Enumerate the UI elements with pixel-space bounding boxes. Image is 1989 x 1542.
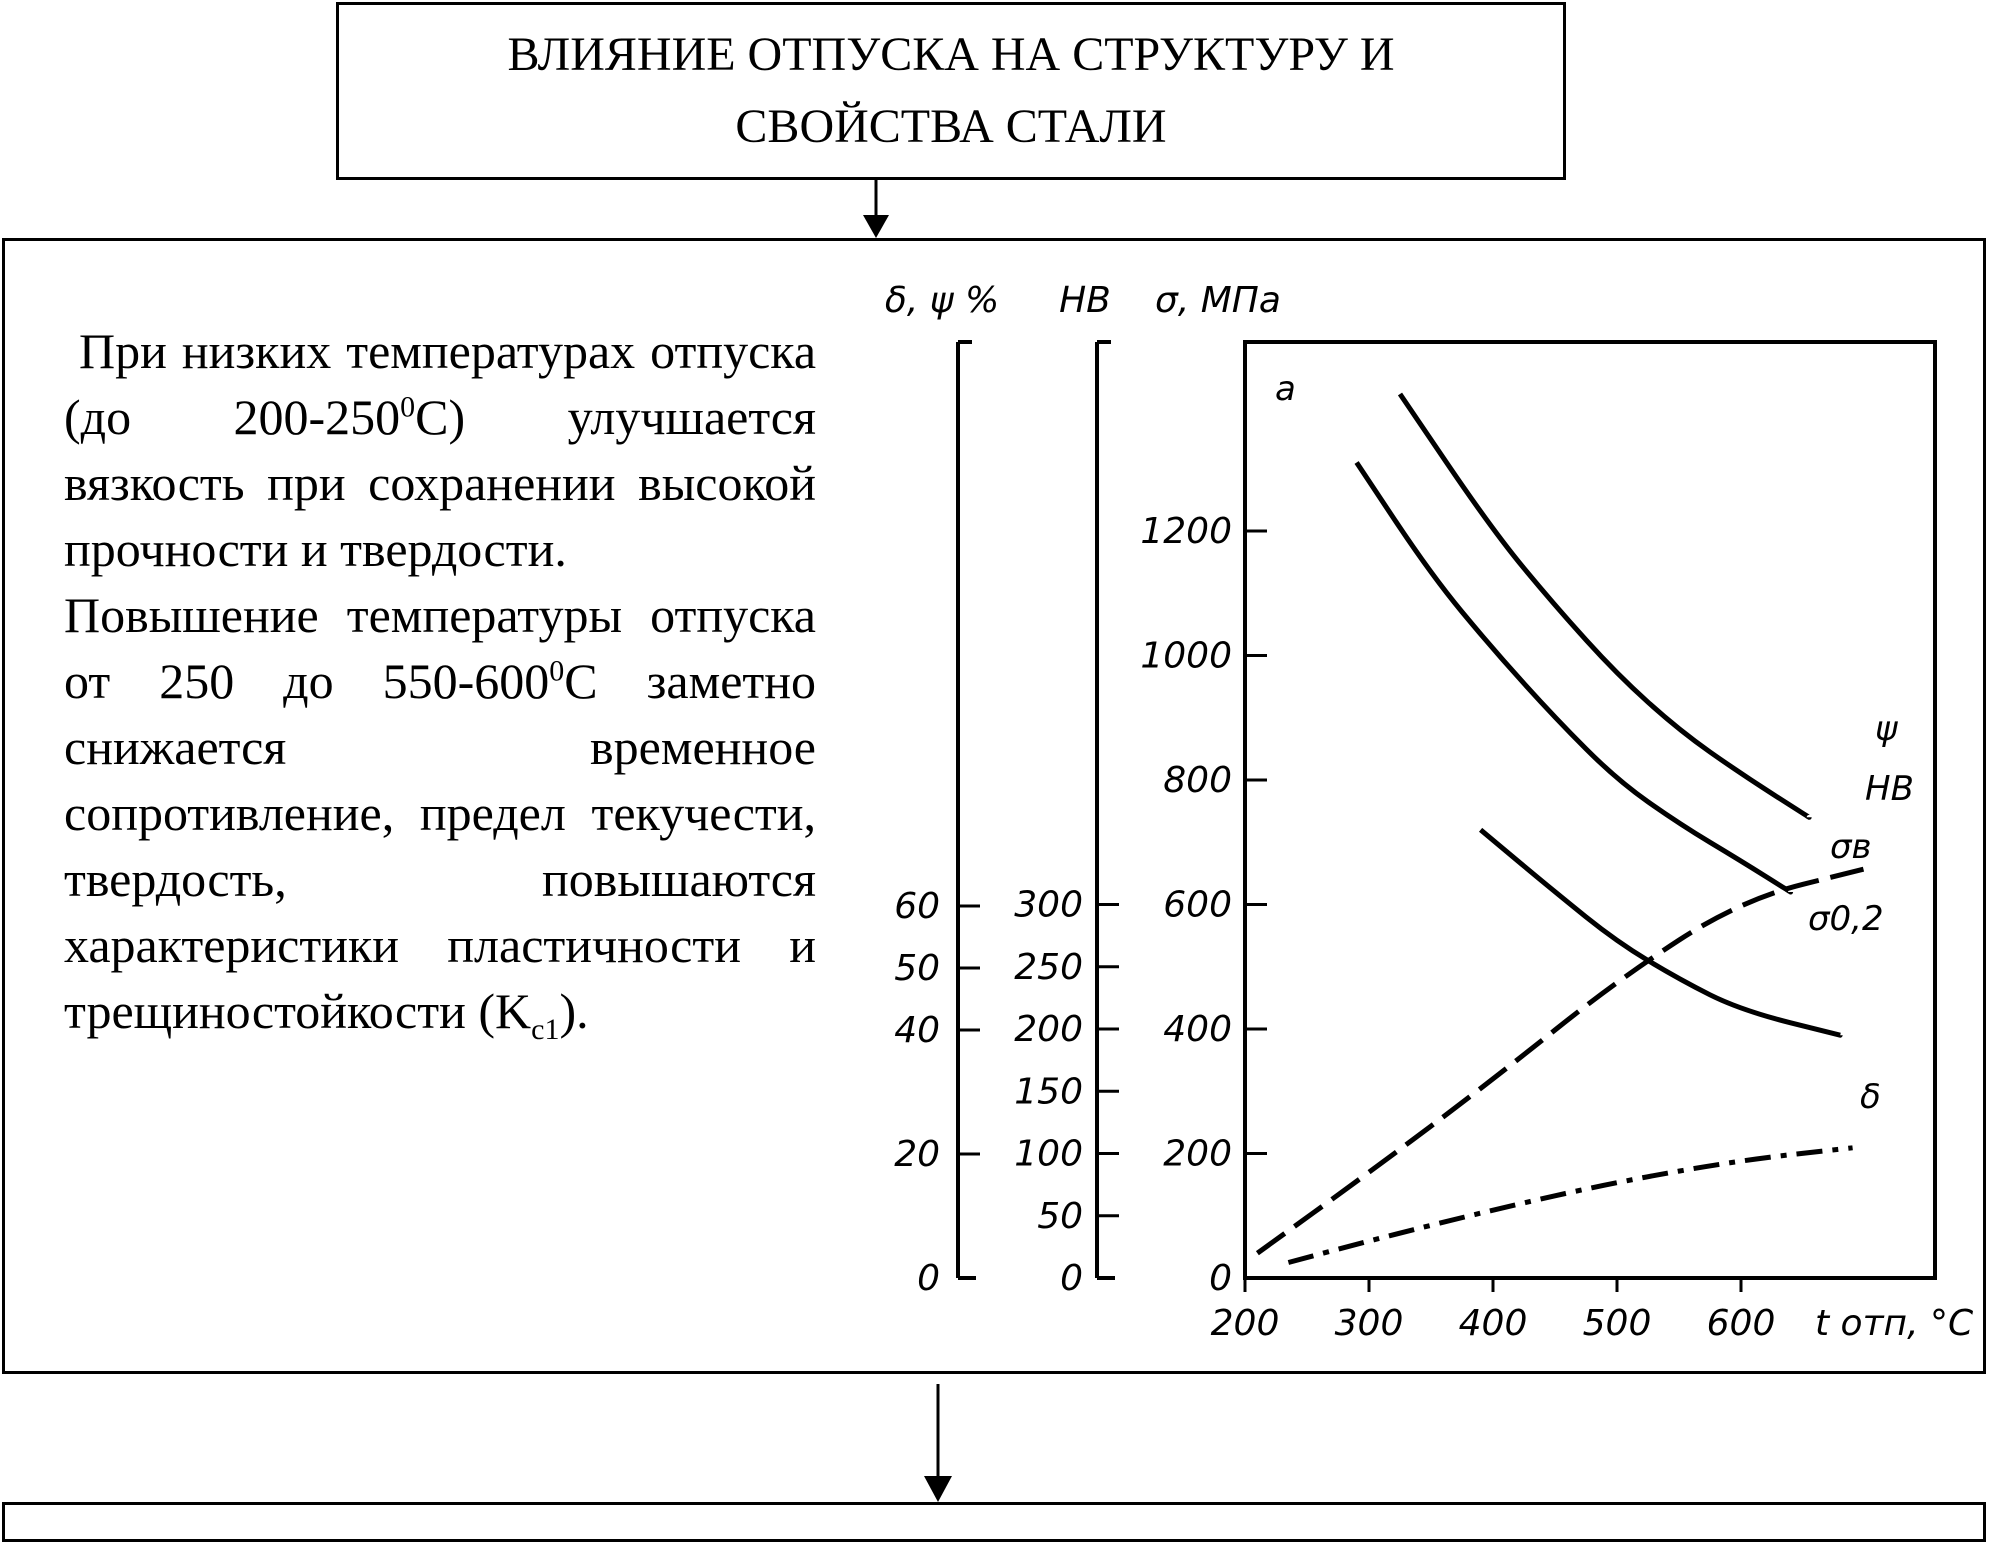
title-line-1: ВЛИЯНИЕ ОТПУСКА НА СТРУКТУРУ И (507, 28, 1395, 81)
panel-label: a (1275, 369, 1296, 409)
x-tick-label: 600 (1706, 1303, 1776, 1344)
strength-tick-label: 800 (1163, 760, 1232, 801)
series-HB-label: HB (1865, 769, 1914, 809)
hardness-tick-label: 150 (1014, 1071, 1083, 1113)
p2-prefix: Повышение температуры отпуска от 250 до 550-600 (64, 587, 816, 709)
arrowhead-bottom (924, 1476, 952, 1502)
plasticity-tick-label: 20 (894, 1134, 940, 1175)
strength-tick-label: 1000 (1140, 635, 1232, 677)
p2-degree: 0 (549, 654, 565, 688)
strength-tick-label: 0 (1209, 1258, 1232, 1299)
arrowhead-top (863, 215, 889, 238)
p1-suffix: С) улучшается вязкость при сохранении высокой прочности и твердости. (64, 389, 816, 577)
p1-prefix: При низких температурах отпуска (до 200-250 (64, 323, 817, 445)
title-line-2: СВОЙСТВА СТАЛИ (735, 100, 1167, 153)
series-δ-label: δ (1860, 1077, 1881, 1117)
hardness-tick-label: 100 (1014, 1133, 1083, 1175)
strength-tick-label: 200 (1163, 1133, 1232, 1175)
hardness-tick-label: 200 (1014, 1009, 1083, 1050)
next-box (2, 1502, 1986, 1542)
plot-frame (1245, 342, 1935, 1278)
hardness-tick-label: 0 (1060, 1258, 1083, 1299)
series-σв-label: σв (1830, 827, 1872, 867)
x-tick-label: 300 (1334, 1303, 1404, 1344)
strength-tick-label: 600 (1163, 884, 1232, 926)
strength-tick-label: 400 (1163, 1009, 1232, 1050)
plasticity-tick-label: 50 (894, 948, 940, 989)
plasticity-tick-label: 40 (894, 1010, 940, 1051)
series-HB-line (1481, 830, 1841, 1035)
plasticity-tick-label: 60 (894, 886, 940, 927)
hardness-axis-title: HB (1059, 280, 1111, 321)
p2-suffix: ). (559, 983, 589, 1039)
strength-axis-title: σ, МПа (1155, 280, 1281, 321)
plasticity-axis-title: δ, ψ % (884, 280, 1000, 321)
hardness-tick-label: 250 (1014, 946, 1083, 988)
series-δ-line (1288, 1148, 1852, 1263)
hardness-tick-label: 300 (1014, 884, 1083, 926)
x-tick-label: 500 (1582, 1303, 1652, 1344)
plasticity-tick-label: 0 (917, 1258, 940, 1299)
series-σв-line (1400, 394, 1809, 817)
p2-subscript: c1 (531, 1013, 560, 1046)
series-σ0,2-line (1357, 463, 1791, 893)
p2-mid: С заметно снижается временное сопротивление, предел текучести, твердость, повышаются характеристики пластичности и трещиностойкости (K (64, 653, 817, 1039)
x-axis-label: t отп, °C (1815, 1303, 1974, 1344)
hardness-tick-label: 50 (1037, 1195, 1083, 1237)
p1-degree: 0 (400, 390, 416, 424)
x-tick-label: 400 (1458, 1303, 1528, 1344)
series-ψ-label: ψ (1875, 709, 1898, 749)
x-tick-label: 200 (1210, 1303, 1280, 1344)
series-σ0,2-label: σ0,2 (1808, 899, 1884, 939)
strength-tick-label: 1200 (1140, 511, 1232, 552)
